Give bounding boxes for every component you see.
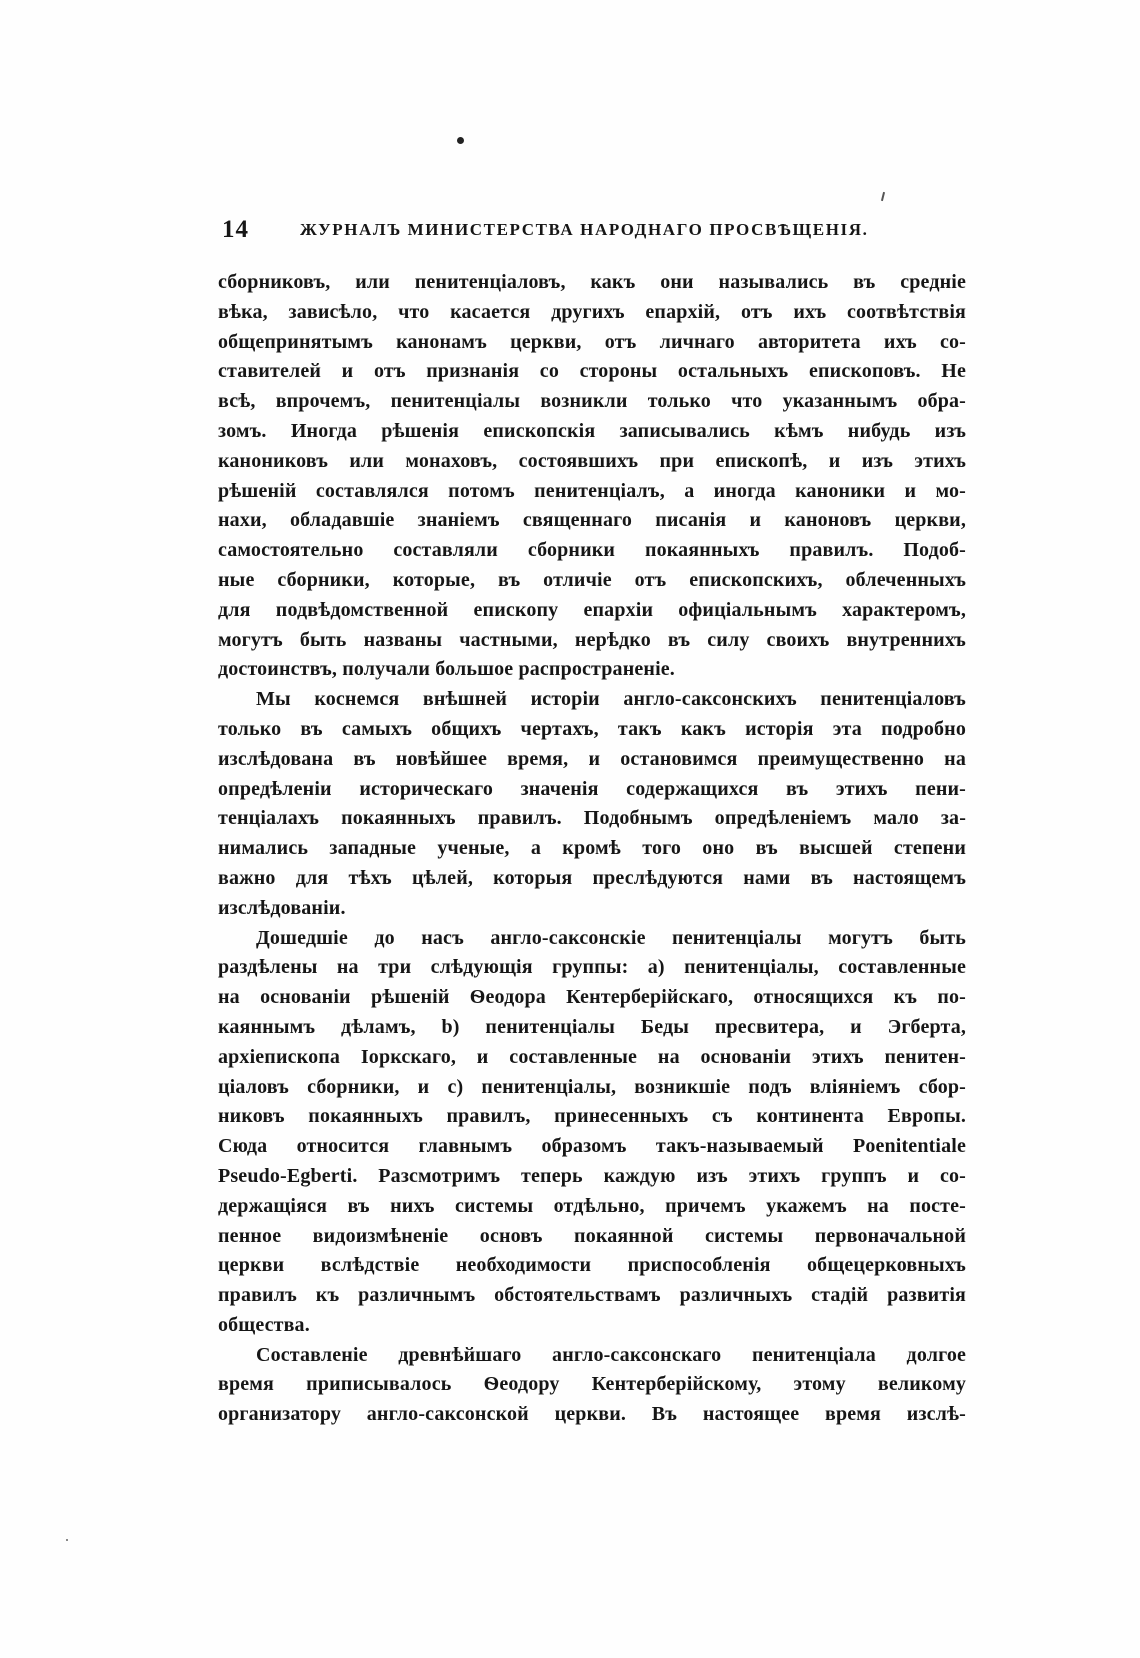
text-line: изслѣдована въ новѣйшее время, и остановимся преимущественно на (218, 747, 966, 770)
body-text (218, 268, 966, 1430)
running-head (222, 216, 964, 250)
text-line: раздѣлены на три слѣдующія группы: a) пенитенціалы, составленные (218, 956, 966, 979)
text-line: каяннымъ дѣламъ, b) пенитенціалы Беды пресвитера, и Эгберта, (218, 1015, 966, 1038)
text-line: ціаловъ сборники, и c) пенитенціалы, возникшіе подъ вліяніемъ сбор- (218, 1075, 966, 1098)
text-line: изслѣдованіи. (218, 896, 346, 919)
text-line: важно для тѣхъ цѣлей, которыя преслѣдуются нами въ настоящемъ (218, 866, 966, 889)
ink-tick-mark (881, 192, 885, 201)
text-line: ставителей и отъ признанія со стороны остальныхъ епископовъ. Не (218, 360, 966, 383)
paragraph-4 (218, 1341, 966, 1430)
text-line: вѣка, зависѣло, что касается другихъ епархій, отъ ихъ соотвѣтствія (218, 300, 966, 323)
text-line: достоинствъ, получали большое распространеніе. (218, 658, 675, 681)
text-line: общества. (218, 1313, 310, 1336)
text-line: организатору англо-саксонской церкви. Въ настоящее время изслѣ- (218, 1403, 966, 1426)
text-line: Мы коснемся внѣшней исторіи англо-саксонскихъ пенитенціаловъ (256, 688, 966, 711)
paragraph-1 (218, 268, 966, 685)
text-line: могутъ быть названы частными, нерѣдко въ силу своихъ внутреннихъ (218, 628, 966, 651)
text-line: для подвѣдомственной епископу епархіи офиціальнымъ характеромъ, (218, 598, 966, 621)
text-line: сборниковъ, или пенитенціаловъ, какъ они назывались въ средніе (218, 271, 966, 293)
paragraph-3 (218, 924, 966, 1341)
page-number: 14 (222, 216, 249, 243)
text-line: всѣ, впрочемъ, пенитенціалы возникли только что указаннымъ обра- (218, 390, 966, 413)
text-line: время приписывалось Ѳеодору Кентерберійскому, этому великому (218, 1373, 966, 1396)
text-line: архіепископа Іоркскаго, и составленные на основаніи этихъ пенитен- (218, 1045, 966, 1068)
text-line: Дошедшіе до насъ англо-саксонскіе пенитенціалы могутъ быть (256, 926, 966, 949)
text-line: Сюда относится главнымъ образомъ такъ-называемый Poenitentiale (218, 1135, 966, 1158)
text-line: нахи, обладавшіе знаніемъ священнаго писанія и каноновъ церкви, (218, 509, 966, 532)
text-line: самостоятельно составляли сборники покаянныхъ правилъ. Подоб- (218, 539, 966, 562)
text-line: нимались западные ученые, а кромѣ того оно въ высшей степени (218, 837, 966, 860)
text-line: никовъ покаянныхъ правилъ, принесенныхъ съ континента Европы. (218, 1105, 966, 1128)
text-line: зомъ. Иногда рѣшенія епископскія записывались кѣмъ нибудь изъ (218, 419, 966, 442)
text-line: церкви вслѣдствіе необходимости приспособленія общецерковныхъ (218, 1254, 966, 1277)
text-line: Pseudo-Egberti. Разсмотримъ теперь каждую изъ этихъ группъ и со- (218, 1164, 966, 1187)
text-line: пенное видоизмѣненіе основъ покаянной системы первоначальной (218, 1224, 966, 1247)
ink-speck (66, 1539, 68, 1541)
text-line: опредѣленіи историческаго значенія содержащихся въ этихъ пени- (218, 777, 966, 800)
text-line: общепринятымъ канонамъ церкви, отъ личнаго авторитета ихъ со- (218, 330, 966, 353)
ink-dot-mark (457, 137, 464, 144)
text-line: ные сборники, которые, въ отличіе отъ епископскихъ, облеченныхъ (218, 568, 966, 591)
journal-title: ЖУРНАЛЪ МИНИСТЕРСТВА НАРОДНАГО ПРОСВѢЩЕНІЯ. (300, 220, 869, 239)
text-line: правилъ къ различнымъ обстоятельствамъ различныхъ стадій развитія (218, 1284, 966, 1307)
text-line: рѣшеній составлялся потомъ пенитенціалъ, а иногда каноники и мо- (218, 479, 966, 502)
paragraph-2 (218, 685, 966, 923)
text-line: Составленіе древнѣйшаго англо-саксонскаго пенитенціала долгое (256, 1343, 966, 1366)
text-line: держащіяся въ нихъ системы отдѣльно, причемъ укажемъ на посте- (218, 1194, 966, 1217)
text-line: канониковъ или монаховъ, состоявшихъ при епископѣ, и изъ этихъ (218, 449, 966, 472)
text-line: на основаніи рѣшеній Ѳеодора Кентерберійскаго, относящихся къ по- (218, 986, 966, 1009)
text-line: тенціалахъ покаянныхъ правилъ. Подобнымъ опредѣленіемъ мало за- (218, 807, 966, 830)
text-line: только въ самыхъ общихъ чертахъ, такъ какъ исторія эта подробно (218, 717, 966, 740)
